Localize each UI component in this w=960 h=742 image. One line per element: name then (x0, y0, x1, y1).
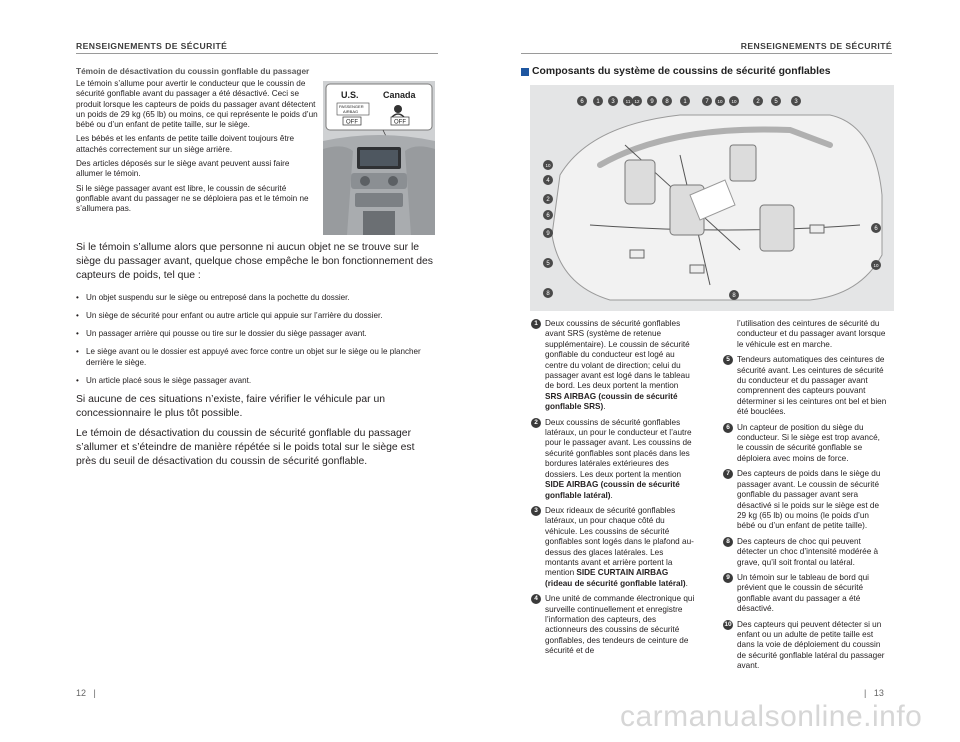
us-label: U.S. (341, 90, 359, 100)
item-number-badge: 8 (723, 537, 733, 547)
canada-label: Canada (383, 90, 416, 100)
svg-text:8: 8 (546, 291, 550, 297)
svg-text:9: 9 (650, 99, 654, 105)
diagram-callout-top (771, 96, 781, 106)
list-item: 2 Deux coussins de sécurité gonflables latéraux, un pour le conducteur et l’autre pour le passager avant. Les coussins de sécurité gonflables sont placés dans les bordures latérales extérieures des dossiers. Les deux portent la mention SIDE AIRBAG (coussin de sécurité gonflable latéral). (531, 418, 696, 501)
diagram-callout-top (608, 96, 618, 106)
dashboard-indicator-photo (323, 81, 435, 235)
cause-list (76, 292, 436, 386)
diagram-callout-top (753, 96, 763, 106)
diagram-callout-left (543, 258, 553, 268)
svg-text:5: 5 (774, 99, 778, 105)
item-number-badge: 3 (531, 506, 541, 516)
list-item-continuation: l’utilisation des ceintures de sécurité du conducteur et du passager avant lorsque le véhicule est en marche. (737, 319, 886, 349)
diagram-callout-right (871, 260, 881, 270)
diagram-callout-top (632, 96, 642, 106)
diagram-callout-top (702, 96, 712, 106)
diagram-callout-bottom (729, 290, 739, 300)
list-item: • Le siège avant ou le dossier est appuyé avec force contre un objet sur le siège ou le plancher derrière le siège. (76, 346, 436, 368)
airbag-system-diagram (530, 85, 894, 311)
section-title: Composants du système de coussins de sécurité gonflables (532, 66, 831, 77)
list-item: 9 Un témoin sur le tableau de bord qui prévient que le coussin de sécurité gonflable avant du passager a été désactivé. (723, 573, 888, 615)
svg-text:10: 10 (731, 99, 737, 104)
intro-paragraph: Si le siège passager avant est libre, le coussin de sécurité gonflable avant du passager ne se déploiera pas et le témoin ne s’allumera pas. (76, 183, 309, 214)
diagram-callout-top (662, 96, 672, 106)
diagram-callout-top (729, 96, 739, 106)
header-divider-right (521, 53, 892, 54)
sensor-explanation-block (76, 241, 436, 469)
components-list-col1 (531, 319, 696, 662)
svg-text:5: 5 (546, 261, 550, 267)
svg-text:1: 1 (596, 99, 600, 105)
list-item: 10 Des capteurs qui peuvent détecter si un enfant ou un adulte de petite taille est dans la voie de déploiement du coussin de sécurité gonflable latéral du passager avant. (724, 619, 885, 671)
dealer-paragraph: Si aucune de ces situations n’existe, faire vérifier le véhicule par un concessionnaire le plus tôt possible. (76, 394, 385, 419)
svg-text:7: 7 (705, 99, 709, 105)
diagram-callout-top (647, 96, 657, 106)
list-item: 7 Des capteurs de poids dans le siège du passager avant. Le coussin de sécurité gonflable du passager avant sera désactivé si le poids sur le siège est de 29 kg (65 lb) ou moins (le poids d’un bébé ou d’un enfant de petite taille). (723, 469, 888, 531)
item-number-badge: 9 (723, 573, 733, 583)
item-number-badge: 2 (531, 418, 541, 428)
svg-text:2: 2 (756, 99, 760, 105)
svg-text:3: 3 (611, 99, 615, 105)
svg-text:6: 6 (546, 213, 550, 219)
item-number-badge: 4 (531, 594, 541, 604)
diagram-callout-top (791, 96, 801, 106)
diagram-callout-top (623, 96, 633, 106)
svg-text:11: 11 (625, 99, 631, 104)
diagram-callout-left (543, 288, 553, 298)
list-item: • Un article placé sous le siège passager avant. (76, 375, 436, 386)
diagram-callout-top (577, 96, 587, 106)
intro-paragraph: Les bébés et les enfants de petite taille doivent toujours être attachés correctement sur un siège arrière. (76, 134, 295, 154)
intro-paragraph: Des articles déposés sur le siège avant peuvent aussi faire allumer le témoin. (76, 159, 290, 179)
item-number-badge: 6 (723, 423, 733, 433)
svg-text:12: 12 (634, 99, 640, 104)
list-item: 3 Deux rideaux de sécurité gonflables latéraux, un pour chaque côté du véhicule. Les coussins de sécurité gonflables sont logés dans le plafond au-dessus des glaces latérales. Les montants avant et arrière portent la mention SIDE CURTAIN AIRBAG (rideau de sécurité gonflable latéral). (531, 506, 696, 589)
list-item: 5 Tendeurs automatiques des ceintures de sécurité avant. Les ceintures de sécurité du conducteur et du passager avant comprennent des capteurs pouvant déterminer si les ceintures ont bel et bien été bouclées. (723, 355, 888, 417)
airbag-diagram-svg (530, 85, 894, 311)
off-indicator-canada: OFF (394, 119, 406, 126)
intro-text-block (76, 79, 318, 219)
diagram-callout-left (543, 210, 553, 220)
watermark: carmanualsonline.info (620, 700, 923, 733)
section-marker-icon (521, 68, 529, 76)
diagram-callout-left (543, 160, 553, 170)
svg-text:10: 10 (545, 163, 551, 168)
svg-text:4: 4 (546, 178, 550, 184)
item-number-badge: 7 (723, 469, 733, 479)
list-item: • Un siège de sécurité pour enfant ou autre article qui appuie sur l’arrière du dossier. (76, 310, 436, 321)
list-item: 1 Deux coussins de sécurité gonflables avant SRS (système de retenue supplémentaire). Le coussin de sécurité gonflable du conducteur est logé au centre du volant de direction; celui du passager avant est logé dans le tableau de bord. Les deux portent la mention SRS AIRBAG (coussin de sécurité gonflable SRS). (531, 319, 696, 413)
svg-text:AIRBAG: AIRBAG (343, 109, 359, 114)
item-number-badge: 10 (724, 620, 732, 628)
diagram-callout-top (593, 96, 603, 106)
page-header-left: RENSEIGNEMENTS DE SÉCURITÉ (76, 41, 228, 51)
list-item: 6 Un capteur de position du siège du conducteur. Si le siège est trop avancé, le coussin de sécurité gonflable se déploiera avec moins de force. (723, 423, 888, 465)
threshold-paragraph: Le témoin de désactivation du coussin de sécurité gonflable du passager s’allumer et s’éteindre de manière répétée si le poids total sur le siège est près du seuil de désactivation du coussin de sécurité gonflable. (76, 428, 415, 467)
page-number-left: 12 | (76, 688, 96, 698)
svg-text:10: 10 (717, 99, 723, 104)
page-number-right: | 13 (864, 688, 884, 698)
section-subtitle: Témoin de désactivation du coussin gonflable du passager (76, 66, 310, 76)
svg-text:9: 9 (546, 231, 550, 237)
list-item: 4 Une unité de commande électronique qui surveille continuellement et enregistre l’information des capteurs, des actionneurs des coussins de sécurité gonflables, des tendeurs de ceinture de sécurité et de (531, 594, 696, 656)
dashboard-illustration (323, 81, 435, 235)
svg-text:10: 10 (873, 263, 879, 268)
svg-text:PASSENGER: PASSENGER (339, 104, 364, 109)
svg-text:1: 1 (683, 99, 687, 105)
diagram-callout-left (543, 175, 553, 185)
list-item: • Un passager arrière qui pousse ou tire sur le dossier du siège passager avant. (76, 328, 436, 339)
svg-text:6: 6 (874, 226, 878, 232)
svg-text:6: 6 (580, 99, 584, 105)
components-list-col2 (723, 319, 888, 677)
item-number-badge: 1 (531, 319, 541, 329)
off-indicator-us: OFF (346, 119, 358, 126)
diagram-callout-top (715, 96, 725, 106)
lead-paragraph: Si le témoin s’allume alors que personne ni aucun objet ne se trouve sur le siège du passager avant, quelque chose empêche le bon fonctionnement des capteurs de poids, tel que : (76, 242, 433, 281)
diagram-callout-right (871, 223, 881, 233)
intro-paragraph: Le témoin s’allume pour avertir le conducteur que le coussin de sécurité gonflable avant du passager a été désactivé. Ceci se produit lorsque les capteurs de poids du passager avant détectent un poids de 29 kg (65 lb) ou moins, ce qui représente le poids d’un bébé ou d’un enfant de petite taille, sur le siège. (76, 79, 318, 130)
list-item: • Un objet suspendu sur le siège ou entreposé dans la pochette du dossier. (76, 292, 436, 303)
header-divider-left (76, 53, 438, 54)
diagram-callout-top (680, 96, 690, 106)
svg-text:2: 2 (546, 197, 550, 203)
svg-text:8: 8 (732, 293, 736, 299)
diagram-callout-left (543, 228, 553, 238)
svg-text:3: 3 (794, 99, 798, 105)
item-number-badge: 5 (723, 355, 733, 365)
list-item: 8 Des capteurs de choc qui peuvent détecter un choc d’intensité modérée à grave, qu’il soit frontal ou latéral. (723, 537, 888, 568)
svg-text:8: 8 (665, 99, 669, 105)
diagram-callout-left (543, 194, 553, 204)
page-header-right: RENSEIGNEMENTS DE SÉCURITÉ (740, 41, 892, 51)
